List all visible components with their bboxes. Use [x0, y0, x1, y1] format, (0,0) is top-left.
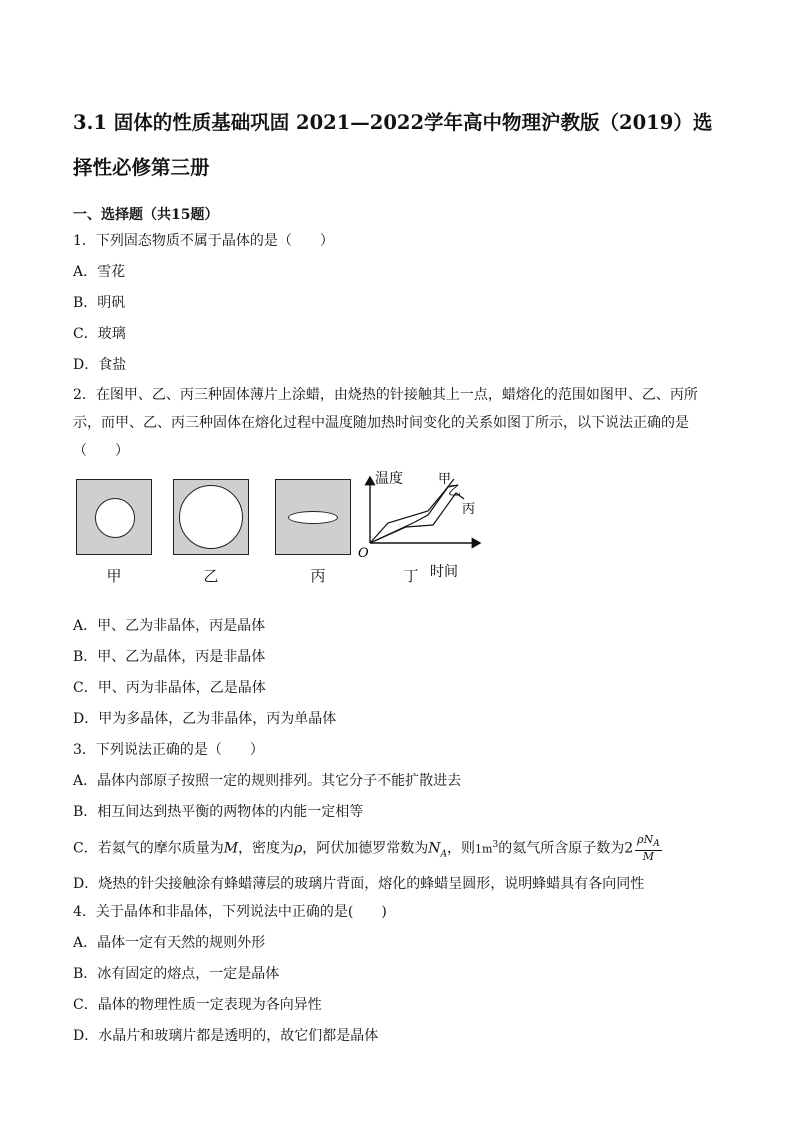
q2-stem: 2．在图甲、乙、丙三种固体薄片上涂蜡，由烧热的针接触其上一点，蜡熔化的范围如图甲、乙、丙所示，而甲、乙、丙三种固体在熔化过程中温度随加热时间变化的关系如图丁所示，以下说法正确的是（ ）	[73, 387, 698, 459]
q4-option-d: D．水晶片和玻璃片都是透明的，故它们都是晶体	[73, 1028, 379, 1045]
origin-label: O	[358, 546, 369, 561]
plate-bing	[275, 479, 351, 555]
curve-yi	[370, 485, 458, 543]
section-heading: 一、选择题（共15题）	[73, 207, 219, 223]
q2-option-c: C．甲、丙为非晶体，乙是晶体	[73, 680, 266, 696]
q2-option-a: A．甲、乙为非晶体，丙是晶体	[73, 618, 266, 634]
curve-label-bing: 丙	[462, 502, 476, 517]
q3-option-d: D．烧热的针尖接触涂有蜂蜡薄层的玻璃片背面，熔化的蜂蜡呈圆形，说明蜂蜡具有各向同性	[73, 876, 645, 893]
figure-label-bing: 丙	[310, 567, 326, 585]
plate-jia	[76, 479, 152, 555]
q3-option-a: A．晶体内部原子按照一定的规则排列。其它分子不能扩散进去	[73, 773, 462, 789]
page-title: 3.1 固体的性质基础巩固 2021—2022学年高中物理沪教版（2019）选择性必修第三册	[73, 111, 713, 179]
worksheet-page	[73, 100, 723, 1052]
curve-label-yi: 乙	[448, 484, 462, 499]
q1-option-c: C．玻璃	[73, 326, 126, 342]
q4-option-a: A．晶体一定有天然的规则外形	[73, 935, 266, 952]
q1-option-a: A．雪花	[73, 264, 126, 280]
q1-option-b: B．明矾	[73, 295, 126, 311]
wax-ellipse	[288, 511, 338, 524]
q4-stem: 4．关于晶体和非晶体，下列说法中正确的是( )	[73, 904, 387, 921]
q2-option-d: D．甲为多晶体，乙为非晶体，丙为单晶体	[73, 711, 337, 727]
x-axis-label: 时间	[430, 564, 458, 580]
wax-circle-small	[95, 498, 135, 538]
q2-option-b: B．甲、乙为晶体，丙是非晶体	[73, 649, 266, 665]
q4-option-c: C．晶体的物理性质一定表现为各向异性	[73, 997, 322, 1014]
atom-count-fraction: $\frac{\rho N_A}{M}$	[637, 833, 660, 864]
q1-stem: 1．下列固态物质不属于晶体的是（ ）	[73, 233, 334, 249]
curve-bing	[370, 493, 464, 543]
q1-option-d: D．食盐	[73, 357, 127, 373]
q2-figure	[73, 471, 723, 609]
figure-label-yi: 乙	[203, 567, 219, 585]
wax-circle-large	[179, 485, 243, 549]
curve-label-jia: 甲	[438, 472, 452, 487]
curve-jia	[370, 479, 454, 543]
q4-option-b: B．冰有固定的熔点，一定是晶体	[73, 966, 280, 983]
q3-stem: 3．下列说法正确的是（ ）	[73, 742, 264, 758]
q3-option-b: B．相互间达到热平衡的两物体的内能一定相等	[73, 804, 364, 820]
plate-yi	[173, 479, 249, 555]
figure-label-jia: 甲	[106, 567, 122, 585]
y-axis-label: 温度	[375, 471, 403, 487]
q3-option-c: C．若氦气的摩尔质量为M，密度为ρ，阿伏加德罗常数为$N_A$，则$1m^3$的氦气所含原子数为2 $\frac{\rho N_A}{M}$	[73, 833, 660, 864]
figure-label-ding: 丁	[403, 567, 419, 585]
